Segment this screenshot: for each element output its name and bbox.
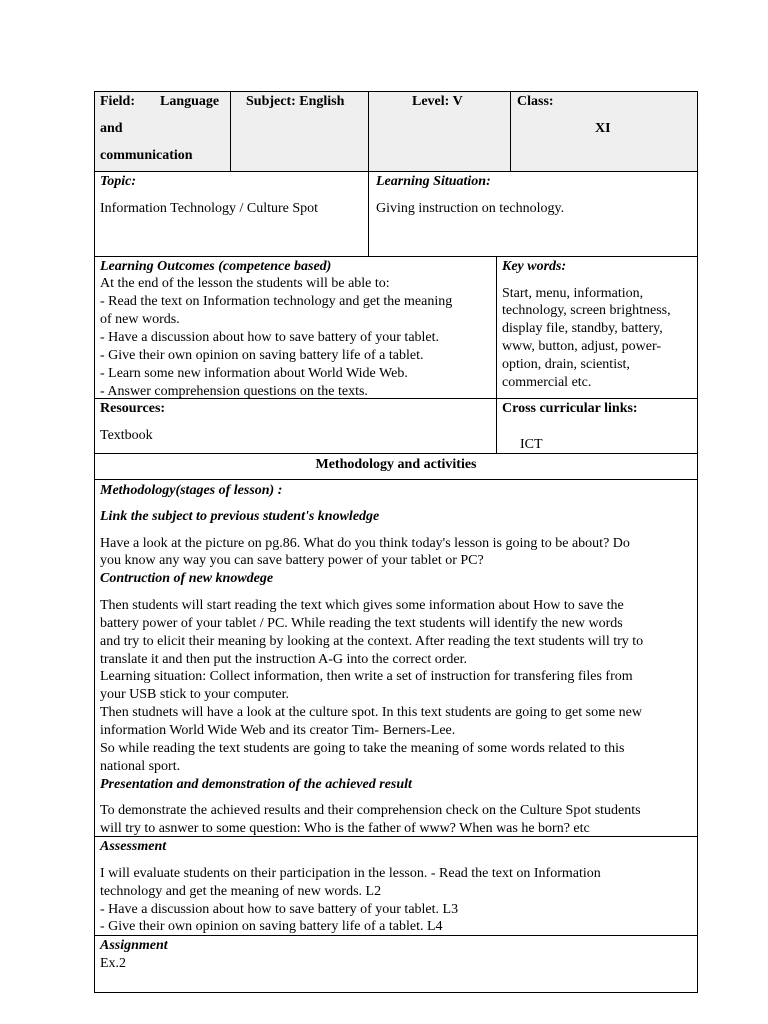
row-divider-header bbox=[94, 171, 698, 172]
outcomes-line: - Have a discussion about how to save battery of your tablet. bbox=[100, 330, 440, 345]
outcomes-line: - Answer comprehension questions on the texts. bbox=[100, 384, 368, 399]
table-border-left bbox=[94, 91, 95, 993]
link-knowledge-line: Have a look at the picture on pg.86. What do you think today's lesson is going to be about? Do bbox=[100, 536, 630, 551]
keywords-line: commercial etc. bbox=[502, 375, 592, 390]
construction-line: Then students will start reading the text which gives some information about How to save the bbox=[100, 598, 624, 613]
presentation-line: To demonstrate the achieved results and their comprehension check on the Culture Spot students bbox=[100, 803, 641, 818]
col-divider-field bbox=[230, 91, 231, 172]
keywords-label: Key words: bbox=[502, 259, 567, 274]
construction-line: battery power of your tablet / PC. While reading the text students will identify the new words bbox=[100, 616, 623, 631]
col-divider-level bbox=[510, 91, 511, 172]
assessment-line: - Give their own opinion on saving battery life of a tablet. L4 bbox=[100, 919, 443, 934]
construction-line: Learning situation: Collect information, then write a set of instruction for transfering files from bbox=[100, 669, 633, 684]
class-value: XI bbox=[595, 121, 611, 136]
presentation-line: will try to asnwer to some question: Who is the father of www? When was he born? etc bbox=[100, 821, 590, 836]
construction-line: your USB stick to your computer. bbox=[100, 687, 289, 702]
class-label: Class: bbox=[517, 94, 554, 109]
table-border-bottom bbox=[94, 992, 698, 993]
construction-line: translate it and then put the instruction A-G into the correct order. bbox=[100, 652, 468, 667]
keywords-line: Start, menu, information, bbox=[502, 286, 644, 301]
row-divider-topic bbox=[94, 256, 698, 257]
cross-curricular-label: Cross curricular links: bbox=[502, 401, 638, 416]
col-divider-keywords bbox=[496, 256, 497, 454]
field-label: Field: bbox=[100, 94, 135, 109]
outcomes-line: - Give their own opinion on saving battery life of a tablet. bbox=[100, 348, 424, 363]
assignment-label: Assignment bbox=[100, 938, 168, 953]
row-divider-method-header bbox=[94, 479, 698, 480]
level-cell: Level: V bbox=[412, 94, 463, 109]
presentation-label: Presentation and demonstration of the achieved result bbox=[100, 777, 412, 792]
keywords-line: display file, standby, battery, bbox=[502, 321, 663, 336]
outcomes-label: Learning Outcomes (competence based) bbox=[100, 259, 332, 274]
topic-label: Topic: bbox=[100, 174, 137, 189]
cross-curricular-value: ICT bbox=[520, 437, 543, 452]
link-knowledge-label: Link the subject to previous student's knowledge bbox=[100, 509, 380, 524]
row-divider-resources bbox=[94, 453, 698, 454]
assessment-label: Assessment bbox=[100, 839, 167, 854]
construction-line: national sport. bbox=[100, 759, 181, 774]
keywords-line: technology, screen brightness, bbox=[502, 303, 671, 318]
construction-line: Then studnets will have a look at the culture spot. In this text students are going to get some new bbox=[100, 705, 643, 720]
table-border-top bbox=[94, 91, 698, 92]
keywords-line: www, button, adjust, power- bbox=[502, 339, 662, 354]
field-value-line-3: communication bbox=[100, 148, 193, 163]
learning-situation-label: Learning Situation: bbox=[376, 174, 491, 189]
assignment-value: Ex.2 bbox=[100, 956, 127, 971]
keywords-line: option, drain, scientist, bbox=[502, 357, 630, 372]
assessment-line: - Have a discussion about how to save battery of your tablet. L3 bbox=[100, 902, 459, 917]
field-value-line-2: and bbox=[100, 121, 123, 136]
resources-value: Textbook bbox=[100, 428, 153, 443]
methodology-stages-label: Methodology(stages of lesson) : bbox=[100, 483, 283, 498]
methodology-header: Methodology and activities bbox=[315, 457, 477, 472]
learning-situation-value: Giving instruction on technology. bbox=[376, 201, 565, 216]
outcomes-line: At the end of the lesson the students will be able to: bbox=[100, 276, 390, 291]
construction-line: So while reading the text students are going to take the meaning of some words related to this bbox=[100, 741, 625, 756]
table-border-right bbox=[697, 91, 698, 993]
construction-label: Contruction of new knowdege bbox=[100, 571, 274, 586]
resources-label: Resources: bbox=[100, 401, 166, 416]
col-divider-subject bbox=[368, 91, 369, 257]
outcomes-line: of new words. bbox=[100, 312, 180, 327]
topic-value: Information Technology / Culture Spot bbox=[100, 201, 319, 216]
assessment-line: I will evaluate students on their participation in the lesson. - Read the text on Information bbox=[100, 866, 601, 881]
construction-line: and try to elicit their meaning by looking at the context. After reading the text students will try to bbox=[100, 634, 644, 649]
field-value-line-1: Language bbox=[160, 94, 220, 109]
outcomes-line: - Read the text on Information technology and get the meaning bbox=[100, 294, 453, 309]
assessment-line: technology and get the meaning of new words. L2 bbox=[100, 884, 382, 899]
construction-line: information World Wide Web and its creator Tim- Berners-Lee. bbox=[100, 723, 456, 738]
subject-cell: Subject: English bbox=[246, 94, 345, 109]
link-knowledge-line: you know any way you can save battery power of your tablet or PC? bbox=[100, 553, 484, 568]
outcomes-line: - Learn some new information about World Wide Web. bbox=[100, 366, 408, 381]
